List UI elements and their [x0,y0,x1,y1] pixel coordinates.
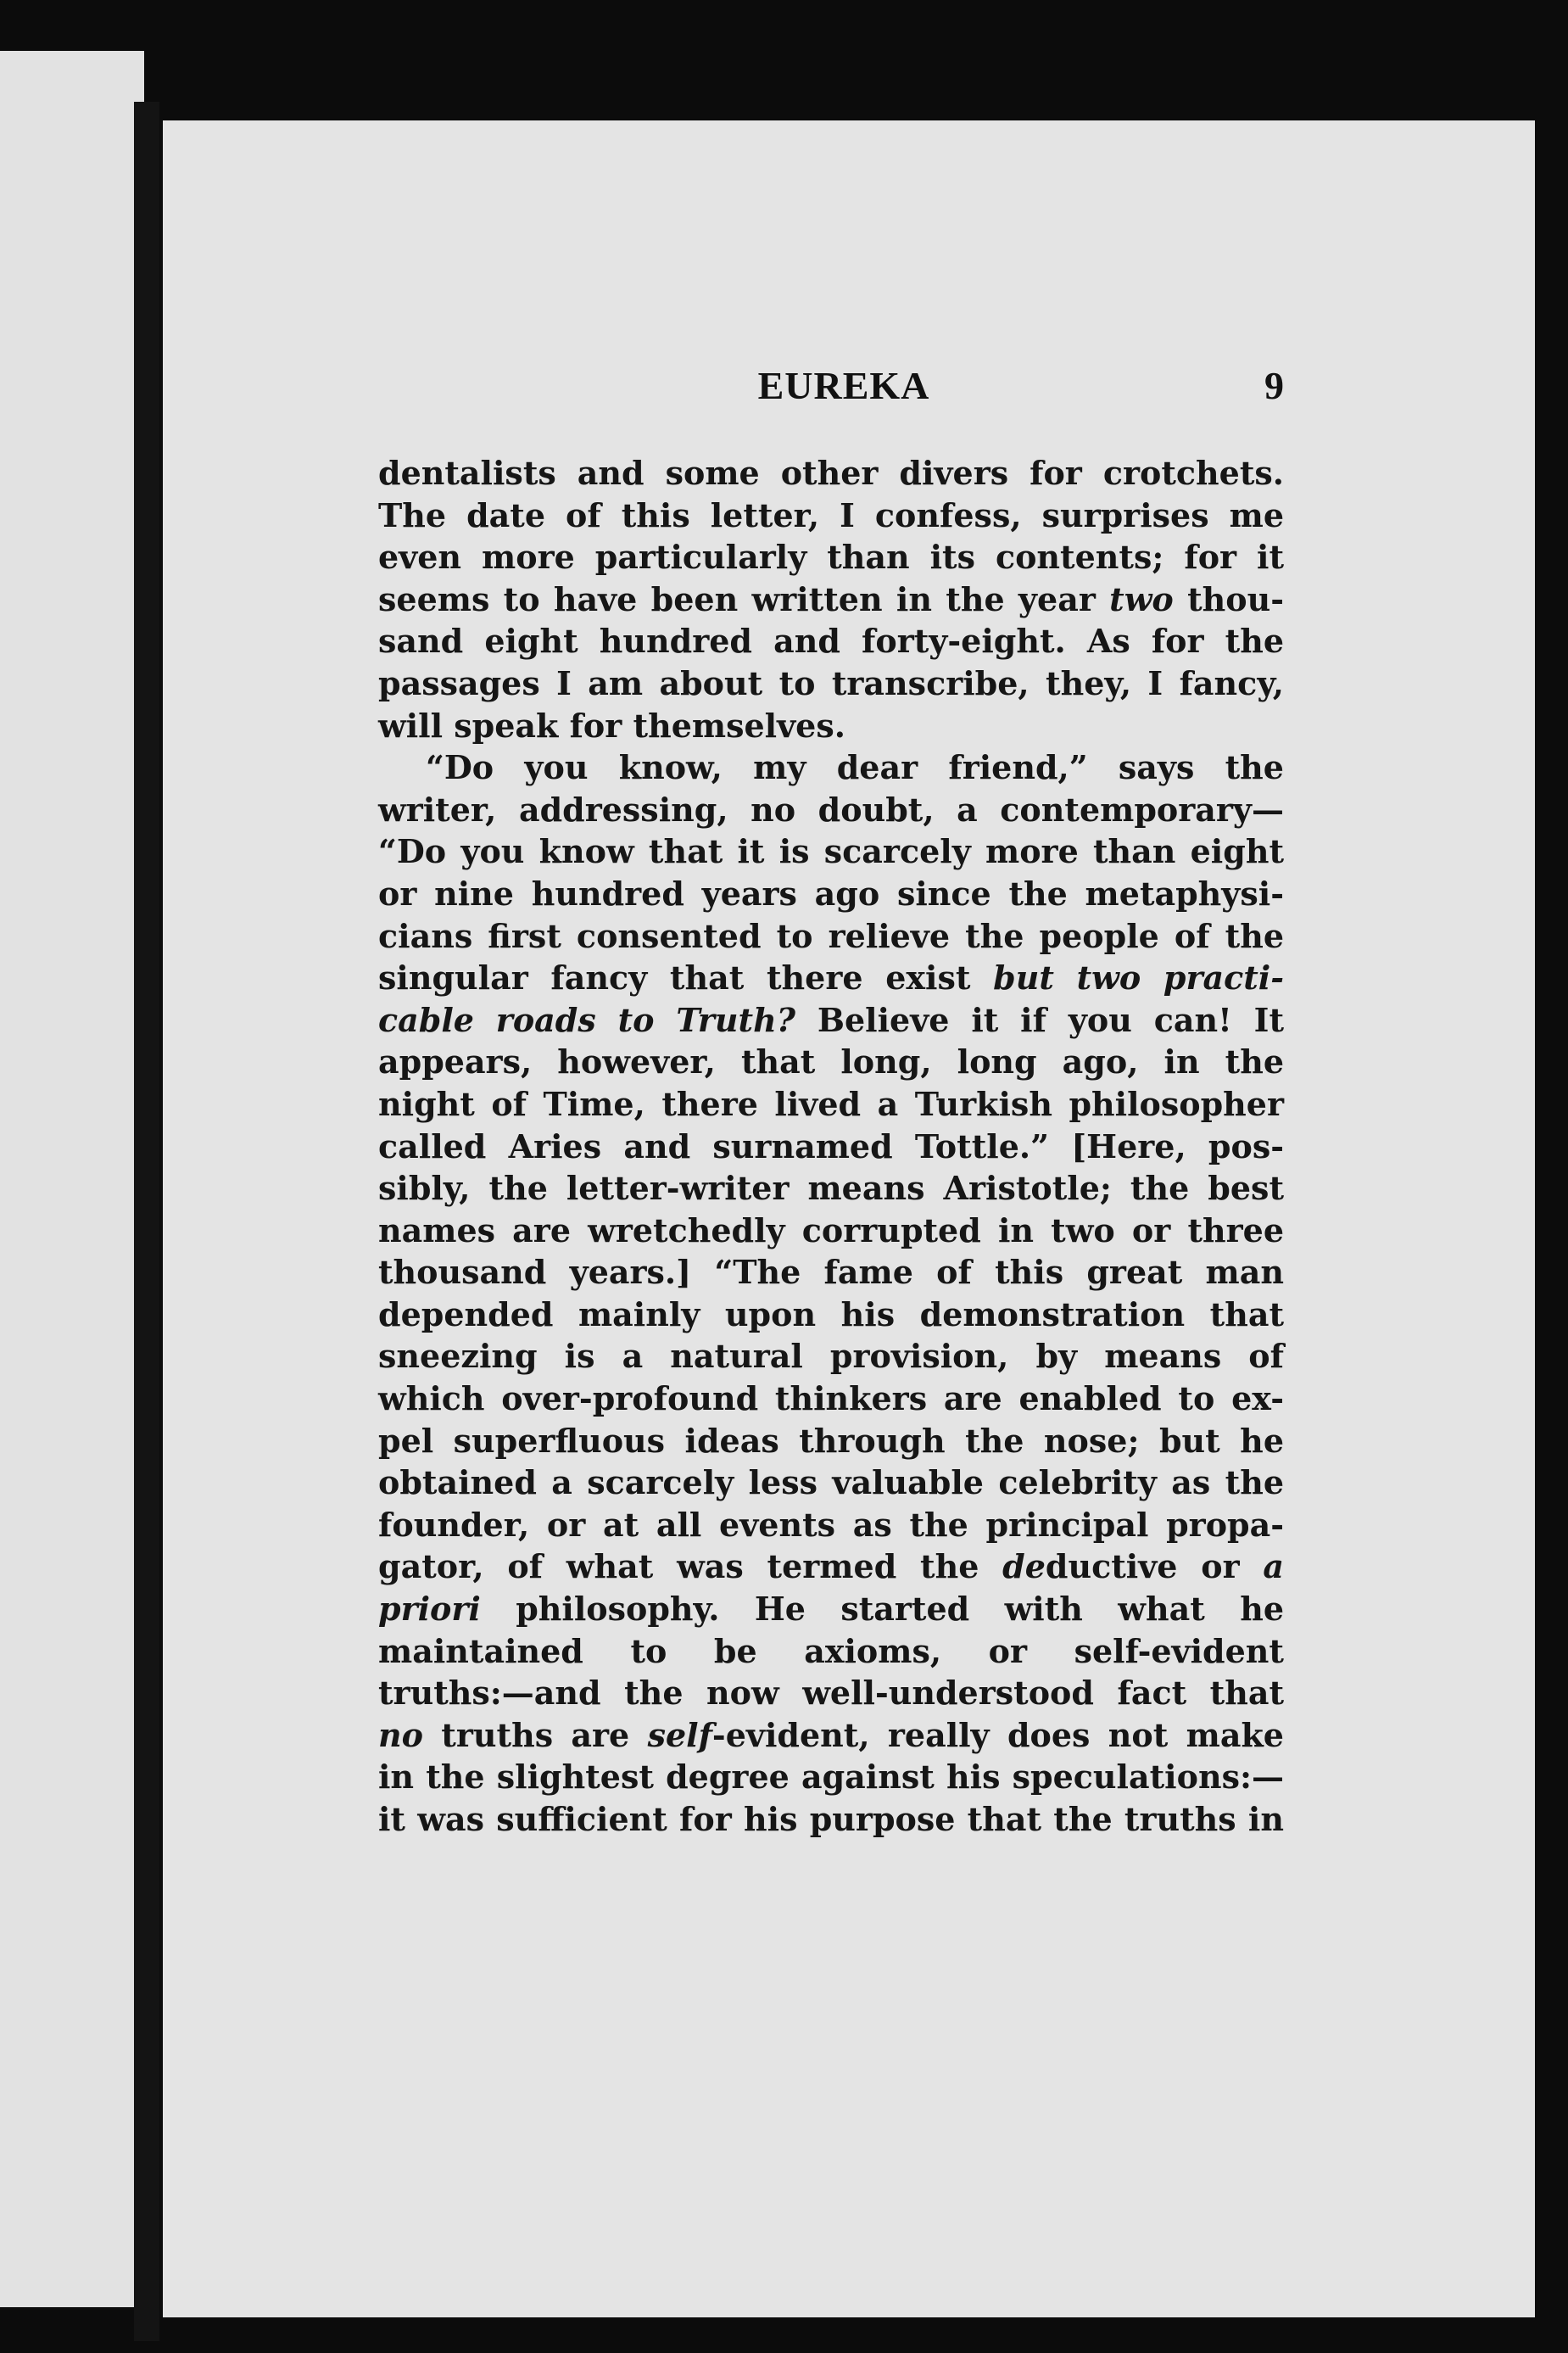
text-segment: sibly, the letter-writer means Aristotle; the best [378,1169,1284,1208]
text-segment: “Do you know that it is scarcely more than eight [378,832,1284,871]
text-line [378,1462,1284,1504]
text-segment: obtained a scarcely less valuable celebrity as the [378,1463,1284,1502]
text-segment: which over-profound thinkers are enabled to ex- [378,1379,1284,1418]
text-segment: names are wretchedly corrupted in two or three [378,1210,1284,1249]
text-line [378,957,1284,999]
text-line [378,1504,1284,1546]
text-line [378,662,1284,705]
text-segment: pel superfluous ideas through the nose; but he [378,1421,1284,1460]
italic-text: no [378,1715,423,1754]
text-line [378,1588,1284,1630]
italic-text: but two practi- [993,959,1284,998]
text-segment: sneezing is a natural provision, by means of [378,1337,1284,1376]
italic-text: priori [378,1590,481,1629]
text-segment: even more particularly than its contents; for it [378,538,1284,577]
text-line [378,1378,1284,1420]
text-segment: ductive or [1045,1547,1264,1586]
text-line [378,1294,1284,1336]
text-line [378,1251,1284,1294]
text-line [378,1630,1284,1673]
text-segment: night of Time, there lived a Turkish philosopher [378,1084,1284,1123]
text-segment: truths are [422,1715,648,1754]
text-line [378,1210,1284,1252]
text-line [378,1126,1284,1168]
text-line [378,746,1284,789]
body-text [378,452,1284,1841]
italic-text: cable roads to Truth? [378,1000,795,1039]
text-segment: singular fancy that there exist [378,959,994,998]
italic-text: two [1109,579,1174,618]
text-line [378,1167,1284,1210]
book-gutter [134,102,159,2341]
text-segment: maintained to be axioms, or self-evident [378,1631,1284,1670]
text-line [378,452,1284,495]
text-segment: philosophy. He started with what he [480,1590,1284,1629]
text-segment: depended mainly upon his demonstration that [378,1294,1284,1333]
text-segment: The date of this letter, I confess, surprises me [378,495,1284,534]
text-segment: sand eight hundred and forty-eight. As for the [378,622,1284,661]
text-segment: passages I am about to transcribe, they, I fancy, [378,663,1284,702]
text-segment: -evident, really does not make [711,1715,1284,1754]
text-segment: founder, or at all events as the principal propa- [378,1505,1284,1544]
italic-text: self [647,1715,712,1754]
text-segment: appears, however, that long, long ago, in the [378,1042,1284,1081]
text-segment: or nine hundred years ago since the metaphysi- [378,874,1284,913]
text-line [378,620,1284,662]
text-segment: Believe it if you can! It [795,1000,1284,1039]
text-line [378,1041,1284,1083]
text-line [378,578,1284,621]
text-segment: in the slightest degree against his speculations:— [378,1758,1284,1797]
text-line [378,1714,1284,1757]
text-line [378,1545,1284,1588]
running-title: EUREKA [757,364,930,407]
text-line [378,915,1284,958]
text-segment: truths:—and the now well-understood fact that [378,1674,1284,1713]
page-number: 9 [1264,364,1284,407]
text-segment: “Do you know, my dear friend,” says the [426,748,1284,787]
italic-text: de [1002,1547,1046,1586]
text-segment: will speak for themselves. [378,706,845,745]
text-line [378,495,1284,537]
text-line [378,830,1284,873]
text-line [378,1756,1284,1798]
text-segment: it was sufficient for his purpose that the truths in [378,1800,1284,1838]
text-line [378,1335,1284,1378]
text-line [378,999,1284,1042]
italic-text: a [1263,1547,1285,1586]
text-segment: thousand years.] “The fame of this great man [378,1253,1284,1292]
page-header [378,348,1284,407]
text-segment: thou- [1173,579,1284,618]
text-line [378,705,1284,747]
text-segment: writer, addressing, no doubt, a contemporary— [378,790,1284,829]
text-line [378,1083,1284,1126]
text-line [378,1798,1284,1841]
text-segment: cians first consented to relieve the people of the [378,916,1284,955]
previous-page-edge [0,51,144,2307]
text-segment: called Aries and surnamed Tottle.” [Here, pos- [378,1126,1284,1165]
text-segment: gator, of what was termed the [378,1547,1003,1586]
text-segment: seems to have been written in the year [378,579,1110,618]
text-line [378,1672,1284,1714]
text-line [378,789,1284,831]
text-line [378,1420,1284,1462]
text-segment: dentalists and some other divers for crotchets. [378,454,1284,492]
text-line [378,873,1284,915]
text-line [378,536,1284,578]
